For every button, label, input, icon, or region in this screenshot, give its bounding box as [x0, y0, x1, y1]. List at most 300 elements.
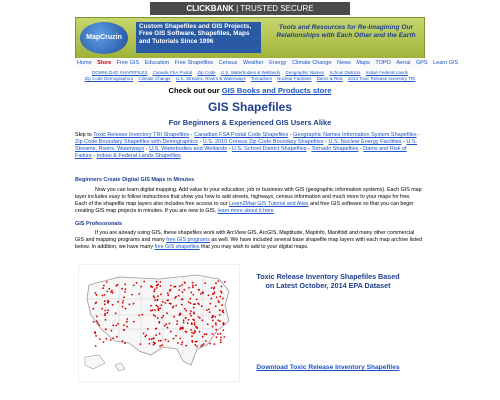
subnav-link[interactable]: Zip Code Demographics [84, 76, 134, 81]
nav-news[interactable]: News [337, 60, 351, 66]
tri-facility-dot [124, 284, 126, 286]
tri-facility-dot [214, 291, 216, 293]
tri-facility-dot [155, 305, 157, 307]
skip-link[interactable]: Toxic Release Inventory TRI Shapefiles [93, 132, 190, 138]
tri-facility-dot [143, 333, 145, 335]
tri-facility-dot [212, 316, 214, 318]
professionals-text-part: as well. We have included several base shapefile map layers with each map archive listed below. In addition, we have many [75, 237, 423, 250]
tri-facility-dot [167, 327, 169, 329]
tri-facility-dot [104, 294, 106, 296]
tri-facility-dot [218, 280, 220, 282]
professionals-text-part: that you may wish to add to your digital maps. [201, 244, 309, 250]
tri-facility-dot [133, 303, 135, 305]
subnav-link[interactable]: U.S. Waterbodies & Wetlands [220, 70, 281, 75]
tri-facility-dot [122, 302, 124, 304]
tri-facility-dot [165, 323, 167, 325]
tri-facility-dot [209, 343, 211, 345]
tri-facility-dot [220, 339, 222, 341]
tri-facility-dot [153, 295, 155, 297]
tri-facility-dot [106, 291, 108, 293]
trusted-secure-label: TRUSTED SECURE [240, 4, 314, 13]
promo-line: and Tutorials Since 1996 [139, 37, 214, 45]
nav-climate-change[interactable]: Climate Change [292, 60, 332, 66]
tri-facility-dot [223, 329, 225, 331]
tri-facility-dot [188, 319, 190, 321]
tri-facility-dot [117, 284, 119, 286]
tri-facility-dot [165, 339, 167, 341]
tri-facility-dot [185, 310, 187, 312]
tri-facility-dot [200, 293, 202, 295]
tri-facility-dot [107, 309, 109, 311]
tri-facility-dot [193, 319, 195, 321]
skip-link[interactable]: Indian & Federal Lands Shapefiles [96, 153, 181, 159]
nav-weather[interactable]: Weather [242, 60, 264, 66]
tri-facility-dot [155, 334, 157, 336]
tri-facility-dot [219, 314, 221, 316]
skip-link[interactable]: Zip Code Boundary Shapefiles with Demographics [75, 139, 198, 145]
tri-facility-dot [179, 338, 181, 340]
tri-facility-dot [221, 286, 223, 288]
tri-facility-dot [106, 338, 108, 340]
tri-facility-dot [208, 309, 210, 311]
nav-maps[interactable]: Maps [356, 60, 370, 66]
skip-link[interactable]: Geographic Names Information System Shapefiles [293, 132, 417, 138]
tri-facility-dot [117, 323, 119, 325]
tri-facility-dot [96, 316, 98, 318]
skip-link[interactable]: U.S. Waterbodies and Wetlands [149, 146, 228, 152]
tri-facility-dot [101, 308, 103, 310]
tri-facility-dot [167, 299, 169, 301]
tri-facility-dot [115, 312, 117, 314]
tri-facility-dot [158, 340, 160, 342]
tri-facility-dot [210, 298, 212, 300]
tri-facility-dot [107, 312, 109, 314]
tri-facility-dot [96, 320, 98, 322]
tri-facility-dot [126, 326, 128, 328]
skip-link[interactable]: U.S. Streams, Rivers, Waterways [75, 139, 418, 152]
tri-facility-dot [126, 321, 128, 323]
nav-learn-gis[interactable]: Learn GIS [433, 60, 459, 66]
subnav-link[interactable]: School Districts [329, 70, 361, 75]
tri-facility-dot [151, 338, 153, 340]
tri-facility-dot [160, 285, 162, 287]
tri-facility-dot [117, 301, 119, 303]
tri-facility-dot [138, 315, 140, 317]
tri-facility-dot [207, 323, 209, 325]
clickbank-label: CLICKBANK [186, 4, 234, 13]
tri-facility-dot [185, 317, 187, 319]
subnav-link[interactable]: 2013 Toxic Release Inventory TRI [347, 76, 416, 81]
tri-facility-dot [209, 303, 211, 305]
tri-facility-dot [190, 315, 192, 317]
tri-facility-dot [222, 323, 224, 325]
tri-facility-dot [150, 285, 152, 287]
tri-facility-dot [150, 305, 152, 307]
tri-facility-dot [215, 324, 217, 326]
tri-facility-dot [192, 286, 194, 288]
tri-facility-dot [178, 295, 180, 297]
tri-facility-dot [93, 321, 95, 323]
tri-facility-dot [199, 331, 201, 333]
tri-facility-dot [112, 337, 114, 339]
tri-facility-dot [98, 324, 100, 326]
tri-facility-dot [191, 335, 193, 337]
tri-facility-dot [176, 323, 178, 325]
tri-facility-dot [153, 314, 155, 316]
tri-facility-dot [180, 327, 182, 329]
tri-facility-dot [181, 344, 183, 346]
tri-facility-dot [164, 325, 166, 327]
tri-facility-dot [125, 308, 127, 310]
tri-facility-dot [105, 328, 107, 330]
tri-facility-dot [154, 299, 156, 301]
tri-facility-dot [133, 285, 135, 287]
tri-facility-dot [190, 329, 192, 331]
tri-facility-dot [219, 296, 221, 298]
tri-facility-dot [153, 337, 155, 339]
tri-facility-dot [116, 336, 118, 338]
tri-facility-dot [161, 344, 163, 346]
tri-facility-dot [205, 340, 207, 342]
tri-facility-dot [133, 321, 135, 323]
tri-facility-dot [103, 341, 105, 343]
tri-facility-dot [184, 308, 186, 310]
tri-facility-dot [173, 306, 175, 308]
tri-facility-dot [110, 339, 112, 341]
tri-facility-dot [195, 341, 197, 343]
tri-facility-dot [220, 333, 222, 335]
skip-link[interactable]: Tornado Shapefiles [311, 146, 359, 152]
professionals-text [75, 230, 423, 251]
page-subtitle: For Beginners & Experienced GIS Users Alike [168, 118, 332, 127]
tri-facility-dot [122, 306, 124, 308]
tri-facility-dot [198, 303, 200, 305]
tri-facility-dot [157, 306, 159, 308]
tri-facility-dot [195, 326, 197, 328]
nav-free-shapefiles[interactable]: Free Shapefiles [174, 60, 214, 66]
tri-facility-dot [104, 314, 106, 316]
subnav-link[interactable]: Geographic Names [285, 70, 325, 75]
tri-facility-dot [215, 282, 217, 284]
tri-facility-dot [219, 320, 221, 322]
tri-facility-dot [92, 308, 94, 310]
tri-facility-dot [175, 335, 177, 337]
tri-facility-dot [188, 287, 190, 289]
tri-facility-dot [194, 324, 196, 326]
tri-facility-dot [193, 311, 195, 313]
tri-facility-dot [104, 310, 106, 312]
tri-facility-dot [194, 331, 196, 333]
tri-facility-dot [215, 322, 217, 324]
tri-facility-dot [185, 345, 187, 347]
learn2map-link[interactable]: Learn2Map GIS Tutorial and Atlas [229, 201, 309, 207]
tri-facility-dot [149, 343, 151, 345]
tri-facility-dot [191, 323, 193, 325]
tri-facility-dot [111, 290, 113, 292]
tri-facility-dot [175, 296, 177, 298]
skip-to-links: Skip to Toxic Release Inventory TRI Shapefiles - Canadian FSA Postal Code Shapefiles - Geographic Names Information System Shapefiles - Zip Code Boundary Shapefiles with Demographics - U.S. 2010 Census Zip Code Boundary Shapefiles - U.S. Nuclear Energy Facilities - U.S. Streams, Rivers, Waterways - U.S. Waterbodies and Wetlands - U.S. School District Shapefiles - Tornado Shapefiles - Dams and Risk of Failure - Indian & Federal Lands Shapefiles [75, 132, 420, 159]
tri-facility-dot [179, 314, 181, 316]
tri-facility-dot [190, 302, 192, 304]
subnav-link[interactable]: U.S. Streams, Rivers & Waterways [176, 76, 246, 81]
tri-facility-dot [178, 289, 180, 291]
shapefile-subnav [75, 70, 425, 82]
tri-facility-dot [206, 309, 208, 311]
tri-facility-dot [157, 295, 159, 297]
tri-facility-dot [103, 285, 105, 287]
tri-facility-dot [202, 292, 204, 294]
tri-facility-dot [201, 305, 203, 307]
tri-facility-dot [192, 282, 194, 284]
tri-facility-dot [96, 294, 98, 296]
tri-facility-dot [201, 319, 203, 321]
skip-prefix: Skip to [75, 132, 92, 138]
subnav-link[interactable]: DOWNLOAD SHAPEFILES [91, 70, 148, 75]
tri-facility-dot [195, 284, 197, 286]
tri-facility-dot [124, 291, 126, 293]
tri-facility-dot [176, 320, 178, 322]
nav-energy[interactable]: Energy [269, 60, 287, 66]
usa-map-graphic [79, 265, 239, 381]
tri-heading-line: Toxic Release Inventory Shapefiles Based [256, 272, 400, 281]
subnav-link[interactable]: Indian Federal Lands [365, 70, 408, 75]
tri-facility-dot [136, 282, 138, 284]
tri-facility-dot [95, 292, 97, 294]
tri-facility-dot [196, 346, 198, 348]
tri-facility-dot [196, 327, 198, 329]
tri-facility-dot [104, 303, 106, 305]
tri-facility-dot [122, 340, 124, 342]
tri-facility-dot [181, 284, 183, 286]
tri-facility-dot [126, 318, 128, 320]
tri-facility-dot [95, 335, 97, 337]
tri-usa-map[interactable] [78, 264, 240, 382]
tri-facility-dot [107, 300, 109, 302]
tri-facility-dot [104, 300, 106, 302]
tri-facility-dot [214, 343, 216, 345]
subnav-link[interactable]: Canada FSA Postal [152, 70, 193, 75]
tagline-line: Tools and Resources for Re-Imagining Our [278, 24, 414, 31]
nav-store[interactable]: Store [97, 60, 112, 66]
tri-facility-dot [145, 334, 147, 336]
tri-facility-dot [215, 305, 217, 307]
tri-facility-dot [112, 304, 114, 306]
tri-facility-dot [220, 337, 222, 339]
tri-facility-dot [216, 336, 218, 338]
tri-facility-dot [219, 309, 221, 311]
tri-facility-dot [159, 307, 161, 309]
tri-facility-dot [213, 293, 215, 295]
free-gis-programs-link[interactable]: free GIS programs [166, 237, 210, 243]
tri-facility-dot [217, 300, 219, 302]
tri-facility-dot [183, 319, 185, 321]
tri-facility-dot [156, 285, 158, 287]
tri-facility-dot [105, 319, 107, 321]
tri-facility-dot [220, 341, 222, 343]
tri-facility-dot [95, 303, 97, 305]
tri-heading [248, 272, 408, 290]
tri-facility-dot [190, 292, 192, 294]
promo-line: Custom Shapefiles and GIS Projects, [139, 23, 252, 30]
download-tri-link[interactable]: Download Toxic Release Inventory Shapefiles [256, 364, 400, 371]
promo-line: Free GIS Software, Shapefiles, Maps [139, 30, 250, 38]
tri-facility-dot [160, 340, 162, 342]
tri-facility-dot [198, 289, 200, 291]
tri-facility-dot [190, 310, 192, 312]
tri-facility-dot [161, 304, 163, 306]
tri-facility-dot [188, 301, 190, 303]
main-nav [75, 58, 459, 69]
tri-facility-dot [161, 317, 163, 319]
tri-facility-dot [147, 328, 149, 330]
tri-facility-dot [112, 292, 114, 294]
tri-facility-dot [223, 336, 225, 338]
tri-facility-dot [166, 312, 168, 314]
tri-facility-dot [204, 333, 206, 335]
tri-facility-dot [159, 281, 161, 283]
tri-facility-dot [167, 292, 169, 294]
tri-facility-dot [123, 329, 125, 331]
tri-facility-dot [170, 331, 172, 333]
tri-facility-dot [154, 288, 156, 290]
skip-link[interactable]: U.S. Nuclear Energy Facilities [328, 139, 402, 145]
nav-free-gis[interactable]: Free GIS [116, 60, 140, 66]
tri-facility-dot [167, 294, 169, 296]
tri-facility-dot [125, 288, 127, 290]
tri-facility-dot [159, 321, 161, 323]
site-banner [75, 17, 425, 59]
tri-facility-dot [162, 301, 164, 303]
tri-facility-dot [191, 340, 193, 342]
tri-facility-dot [200, 345, 202, 347]
tri-facility-dot [121, 288, 123, 290]
tri-heading-line: on Latest October, 2014 EPA Dataset [265, 281, 391, 290]
tri-facility-dot [162, 315, 164, 317]
beginners-text [75, 187, 423, 215]
tri-facility-dot [212, 333, 214, 335]
subnav-link[interactable]: Tornadoes [250, 76, 272, 81]
tri-facility-dot [192, 285, 194, 287]
tri-facility-dot [138, 293, 140, 295]
beginners-text-part: Now you can learn digital mapping. Add value to your education, job or business with GIS (geographic information systems). Each GIS map layer includes easy to follow instructions that show you how to add streets, highways, census information and much more to your maps for free. Each of the shapefile map layers also includes free access to our [75, 187, 422, 207]
nav-home[interactable]: Home [77, 60, 92, 66]
tri-facility-dot [169, 323, 171, 325]
tri-facility-dot [221, 304, 223, 306]
tri-facility-dot [112, 324, 114, 326]
nav-topo[interactable]: TOPO [375, 60, 391, 66]
tri-facility-dot [193, 303, 195, 305]
subnav-link[interactable]: Climate Change [138, 76, 171, 81]
tri-facility-dot [212, 326, 214, 328]
tri-facility-dot [202, 336, 204, 338]
tri-facility-dot [216, 296, 218, 298]
tri-facility-dot [152, 309, 154, 311]
tri-facility-dot [97, 322, 99, 324]
tri-facility-dot [184, 282, 186, 284]
tri-facility-dot [106, 281, 108, 283]
tri-facility-dot [170, 285, 172, 287]
tri-facility-dot [150, 310, 152, 312]
skip-link[interactable]: U.S. 2010 Census Zip Code Boundary Shapefiles [202, 139, 324, 145]
tri-facility-dot [204, 282, 206, 284]
tri-facility-dot [191, 332, 193, 334]
professionals-heading: GIS Professionals [75, 221, 123, 227]
tri-facility-dot [169, 303, 171, 305]
tri-facility-dot [123, 324, 125, 326]
tri-facility-dot [124, 342, 126, 344]
tri-facility-dot [140, 286, 142, 288]
tri-facility-dot [156, 281, 158, 283]
tri-facility-dot [157, 300, 159, 302]
tri-facility-dot [182, 298, 184, 300]
free-gis-shapefiles-link[interactable]: free GIS shapefiles [154, 244, 200, 250]
subnav-link[interactable]: Dams & Risk [316, 76, 343, 81]
tri-facility-dot [194, 322, 196, 324]
tri-facility-dot [211, 287, 213, 289]
skip-link[interactable]: Canadian FSA Postal Code Shapefiles [194, 132, 289, 138]
subnav-link[interactable]: Zip Code [197, 70, 216, 75]
tri-facility-dot [155, 328, 157, 330]
nav-aerial[interactable]: Aerial [396, 60, 411, 66]
tri-facility-dot [164, 302, 166, 304]
tri-facility-dot [131, 294, 133, 296]
nav-gps[interactable]: GPS [415, 60, 428, 66]
tri-facility-dot [187, 322, 189, 324]
tri-facility-dot [193, 307, 195, 309]
tri-facility-dot [222, 311, 224, 313]
tri-facility-dot [217, 333, 219, 335]
tri-facility-dot [220, 290, 222, 292]
tri-facility-dot [182, 291, 184, 293]
tri-facility-dot [94, 331, 96, 333]
tagline-line: Relationships with Each Other and the Earth [276, 32, 416, 39]
tri-facility-dot [214, 316, 216, 318]
tri-facility-dot [208, 294, 210, 296]
tri-facility-dot [193, 294, 195, 296]
tri-facility-dot [173, 286, 175, 288]
skip-link[interactable]: Dams and Risk of Failure [75, 146, 407, 159]
tri-facility-dot [212, 320, 214, 322]
tri-facility-dot [181, 341, 183, 343]
tri-facility-dot [173, 316, 175, 318]
tri-facility-dot [99, 338, 101, 340]
books-store-link[interactable]: GIS Books and Products store [221, 86, 332, 95]
skip-link[interactable]: U.S. School District Shapefiles [231, 146, 307, 152]
mapcruzin-logo[interactable]: MapCruzin [80, 22, 128, 54]
tri-facility-dot [196, 299, 198, 301]
tri-facility-dot [154, 309, 156, 311]
tri-facility-dot [213, 288, 215, 290]
tri-facility-dot [217, 319, 219, 321]
nav-education[interactable]: Education [144, 60, 170, 66]
tri-facility-dot [169, 290, 171, 292]
tri-facility-dot [194, 344, 196, 346]
subnav-link[interactable]: Nuclear Facilities [277, 76, 312, 81]
tri-facility-dot [148, 338, 150, 340]
tri-facility-dot [215, 329, 217, 331]
tri-facility-dot [156, 287, 158, 289]
nav-census[interactable]: Census [218, 60, 238, 66]
tri-facility-dot [183, 322, 185, 324]
learn-more-link[interactable]: learn more about it here [217, 208, 274, 214]
tri-facility-dot [183, 289, 185, 291]
tri-facility-dot [177, 342, 179, 344]
tri-facility-dot [102, 287, 104, 289]
promo-box[interactable] [136, 22, 261, 53]
tri-facility-dot [154, 343, 156, 345]
tri-facility-dot [173, 338, 175, 340]
professionals-text-part: If you are already using GIS, these shapefiles work with ArcView GIS, ArcGIS, Maptitude, MapInfo, Manifold and many other commercial GIS and mapping programs and many [75, 230, 415, 243]
